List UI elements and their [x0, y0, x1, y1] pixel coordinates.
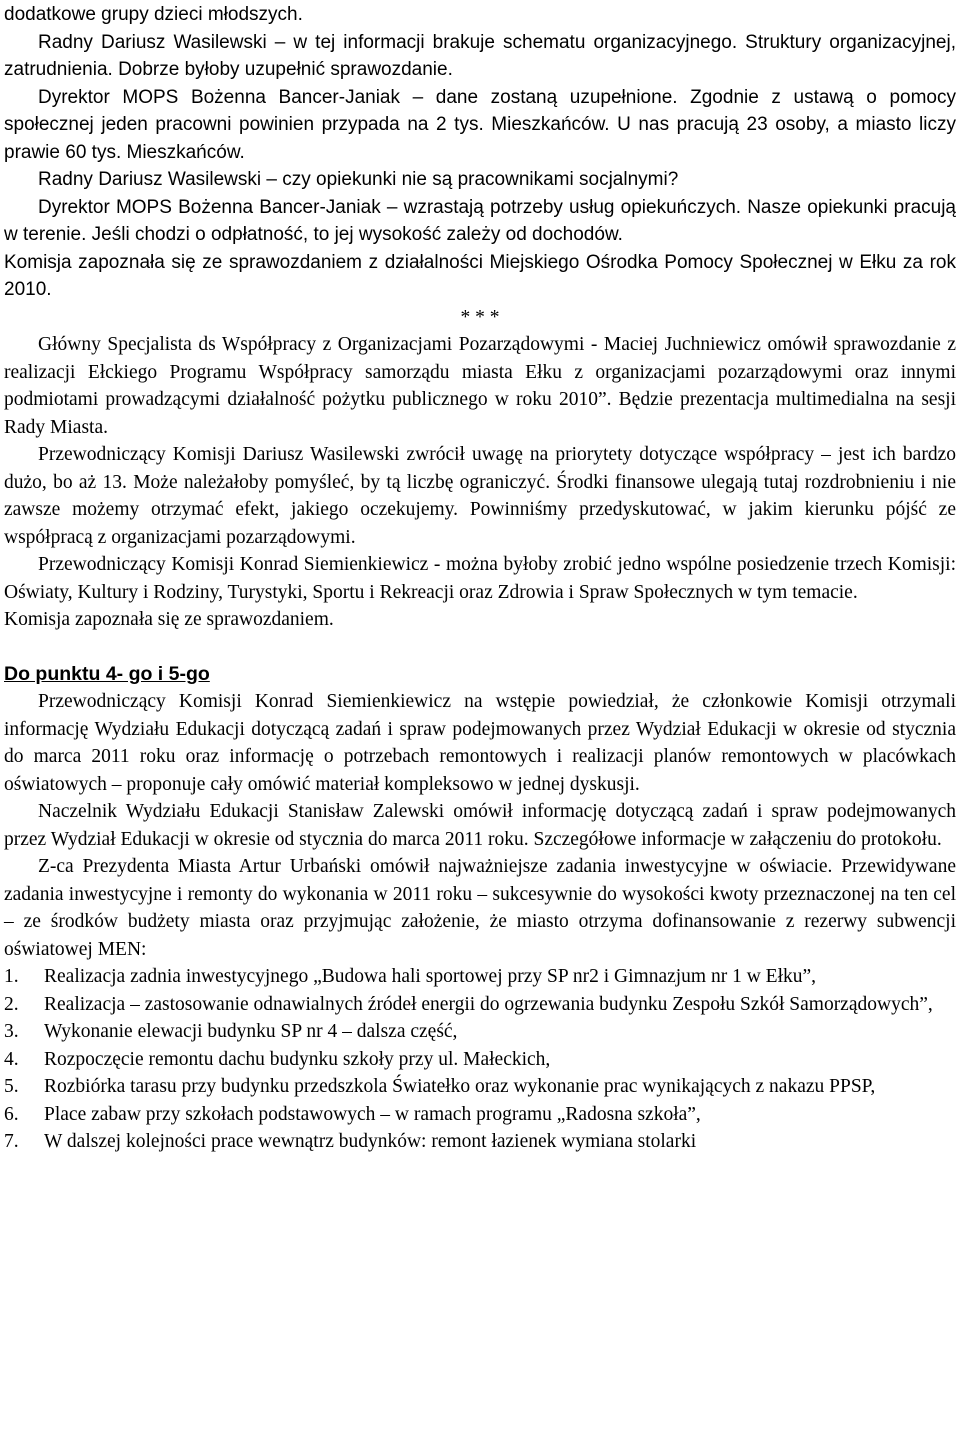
list-item-number: 5.	[4, 1076, 19, 1097]
document-page	[4, 1, 956, 1156]
list-item-text: W dalszej kolejności prace wewnątrz budynków: remont łazienek wymiana stolarki	[44, 1131, 697, 1152]
list-item	[4, 991, 956, 1019]
list-item-text: Realizacja – zastosowanie odnawialnych źródeł energii do ogrzewania budynku Zespołu Szkół Samorządowych”,	[44, 993, 933, 1015]
paragraph-zalewski-info: Naczelnik Wydziału Edukacji Stanisław Zalewski omówił informację dotyczącą zadań i spraw podejmowanych przez Wydział Edukacji w okresie od stycznia do marca 2011 roku. Szczegółowe informacje w załączeniu do protokołu.	[4, 801, 956, 850]
paragraph-wasilewski-priorities: Przewodniczący Komisji Dariusz Wasilewski zwrócił uwagę na priorytety dotyczące współpracy – jest ich bardzo dużo, bo aż 13. Może należałoby pomyśleć, by tą liczbę ograniczyć. Środki finansowe ulegają tutaj rozdrobnieniu i nie zawsze możemy otrzymać efekt, jakiego oczekujemy. Powinniśmy przedyskutować, w jakim kierunku pójść ze współpracą z organizacjami pozarządowymi.	[4, 444, 956, 548]
list-item-text: Wykonanie elewacji budynku SP nr 4 – dalsza część,	[44, 1021, 458, 1042]
section-heading: Do punktu 4- go i 5-go	[4, 662, 210, 685]
mops-discussion-section	[4, 1, 956, 304]
paragraph-commission-acknowledged: Komisja zapoznała się ze sprawozdaniem.	[4, 609, 334, 630]
vertical-gap	[4, 634, 956, 661]
paragraph-urbanski-investments: Z-ca Prezydenta Miasta Artur Urbański omówił najważniejsze zadania inwestycyjne w oświacie. Przewidywane zadania inwestycyjne i remonty do wykonania w 2011 roku – sukcesywnie do wysokości kwoty przeznaczonej na ten cel – ze środków budżety miasta oraz przyjmując założenie, że miasto otrzyma dofinansowanie z rezerwy subwencji oświatowej MEN:	[4, 856, 956, 960]
points-4-5-section	[4, 661, 956, 1156]
list-item	[4, 1101, 956, 1129]
list-item	[4, 1073, 956, 1101]
paragraph-siemienkiewicz-proposal: Przewodniczący Komisji Konrad Siemienkiewicz - można byłoby zrobić jedno wspólne posiedzenie trzech Komisji: Oświaty, Kultury i Rodziny, Turystyki, Sportu i Rekreacji oraz Zdrowia i Spraw Społecznych w tym temacie.	[4, 554, 956, 603]
list-item-text: Realizacja zadnia inwestycyjnego „Budowa hali sportowej przy SP nr2 i Gimnazjum nr 1 w Ełku”,	[44, 966, 817, 987]
paragraph-commission-note: Komisja zapoznała się ze sprawozdaniem z działalności Miejskiego Ośrodka Pomocy Społecznej w Ełku za rok 2010.	[4, 251, 956, 300]
paragraph-director-reply: Dyrektor MOPS Bożenna Bancer-Janiak – wzrastają potrzeby usług opiekuńczych. Nasze opiekunki pracują w terenie. Jeśli chodzi o odpłatność, to jej wysokość zależy od dochodów.	[4, 196, 956, 245]
list-item-number: 2.	[4, 993, 19, 1015]
investment-list	[4, 963, 956, 1156]
section-separator: * * *	[460, 306, 500, 328]
list-item-number: 3.	[4, 1021, 19, 1042]
paragraph-director-answer: Dyrektor MOPS Bożenna Bancer-Janiak – dane zostaną uzupełnione. Zgodnie z ustawą o pomocy społecznej jeden pracowni powinien przypada na 2 tys. Mieszkańców. U nas pracują 23 osoby, a miasto liczy prawie 60 tys. Mieszkańców.	[4, 86, 956, 163]
list-item-text: Rozbiórka tarasu przy budynku przedszkola Światełko oraz wykonanie prac wynikających z nakazu PPSP,	[44, 1076, 876, 1097]
list-item-text: Rozpoczęcie remontu dachu budynku szkoły przy ul. Małeckich,	[44, 1048, 551, 1070]
list-item	[4, 1018, 956, 1046]
paragraph-juchniewicz-report: Główny Specjalista ds Współpracy z Organizacjami Pozarządowymi - Maciej Juchniewicz omówił sprawozdanie z realizacji Ełckiego Programu Współpracy samorządu miasta Ełku z organizacjami pozarządowymi oraz innymi podmiotami prowadzącymi działalność pożytku publicznego w roku 2010”. Będzie prezentacja multimedialna na sesji Rady Miasta.	[4, 334, 956, 438]
ngo-cooperation-section	[4, 331, 956, 634]
list-item-text: Place zabaw przy szkołach podstawowych – w ramach programu „Radosna szkoła”,	[44, 1103, 701, 1125]
paragraph-wasilewski-question: Radny Dariusz Wasilewski – czy opiekunki nie są pracownikami socjalnymi?	[38, 169, 679, 190]
list-item-number: 1.	[4, 966, 19, 987]
paragraph-wasilewski-remark: Radny Dariusz Wasilewski – w tej informacji brakuje schematu organizacyjnego. Struktury organizacyjnej, zatrudnienia. Dobrze byłoby uzupełnić sprawozdanie.	[4, 31, 956, 80]
list-item-number: 7.	[4, 1131, 19, 1152]
list-item	[4, 1128, 956, 1156]
list-item-number: 4.	[4, 1048, 19, 1070]
paragraph-siemienkiewicz-intro: Przewodniczący Komisji Konrad Siemienkiewicz na wstępie powiedział, że członkowie Komisji otrzymali informację Wydziału Edukacji dotyczącą zadań i spraw podejmowanych przez Wydział Edukacji w okresie od stycznia do marca 2011 roku oraz informację o potrzebach remontowych i realizacji planów remontowych w placówkach oświatowych – proponuje cały omówić materiał kompleksowo w jednej dyskusji.	[4, 691, 956, 795]
paragraph-continuation: dodatkowe grupy dzieci młodszych.	[4, 4, 303, 25]
list-item	[4, 1046, 956, 1074]
list-item-number: 6.	[4, 1103, 19, 1125]
list-item	[4, 963, 956, 991]
